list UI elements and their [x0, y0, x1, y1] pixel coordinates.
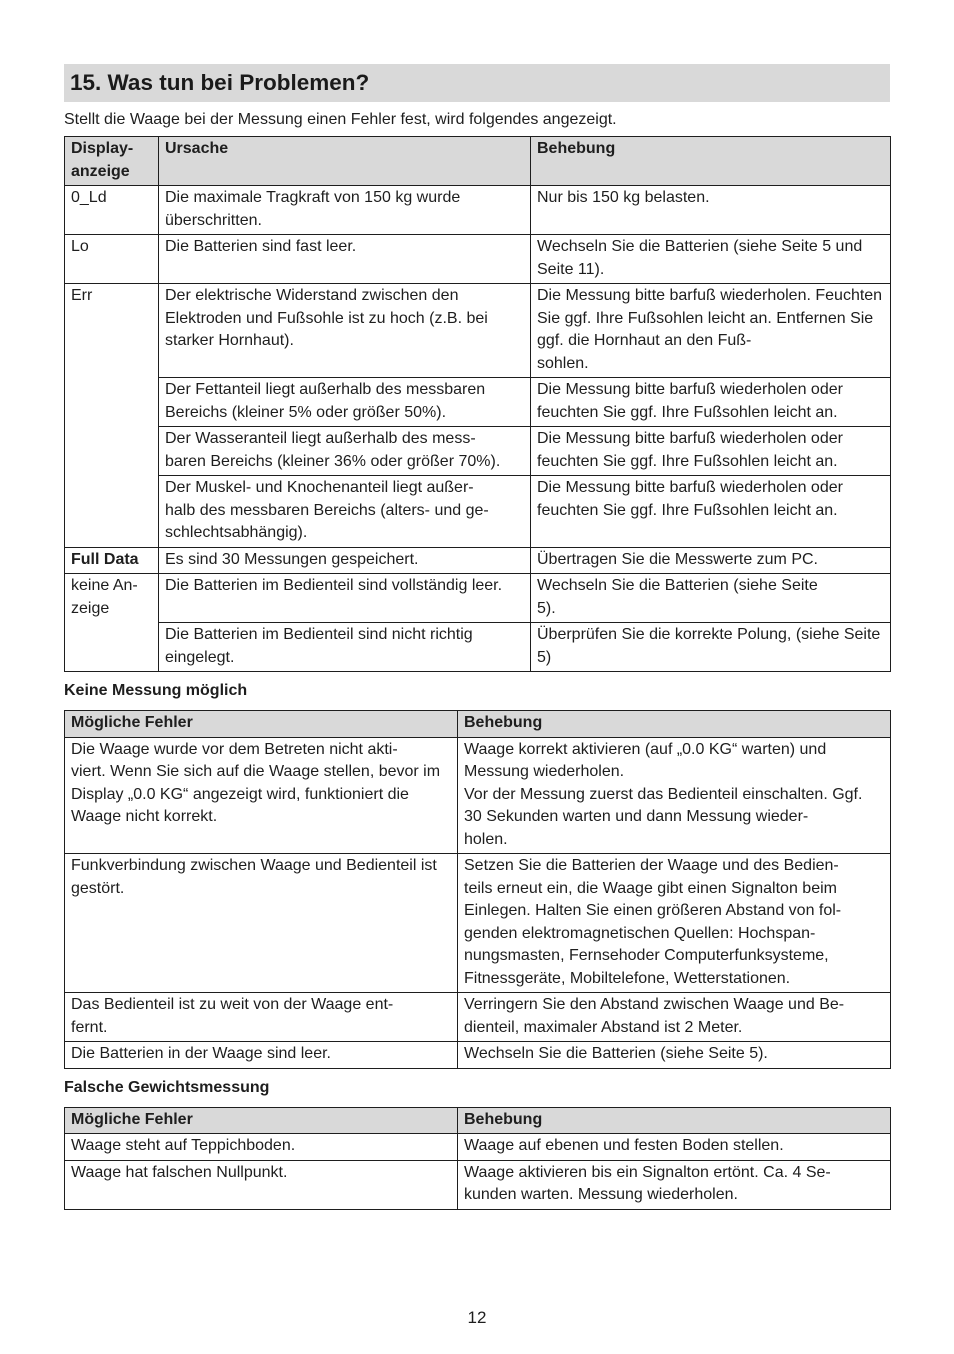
subheading-keine-messung: Keine Messung möglich — [64, 682, 248, 699]
behebung-cell: Waage aktivieren bis ein Signalton ertönt. Ca. 4 Se- kunden warten. Messung wiederholen. — [458, 1160, 891, 1209]
page-content — [64, 64, 890, 1210]
table-row — [65, 993, 891, 1042]
fehler-cell: Das Bedienteil ist zu weit von der Waage ent- fernt. — [65, 993, 458, 1042]
ursache-cell: Die Batterien sind fast leer. — [159, 235, 531, 284]
behebung-cell: Verringern Sie den Abstand zwischen Waage und Be- dienteil, maximaler Abstand ist 2 Meter. — [458, 993, 891, 1042]
behebung-cell: Wechseln Sie die Batterien (siehe Seite 5). — [531, 574, 891, 623]
header-behebung: Behebung — [458, 711, 891, 738]
display-error-table — [64, 136, 891, 672]
falsche-gewicht-table — [64, 1107, 891, 1210]
table-header-row — [65, 137, 891, 186]
table-row — [65, 1042, 891, 1069]
behebung-cell: Die Messung bitte barfuß wiederholen oder feuchten Sie ggf. Ihre Fußsohlen leicht an. — [531, 476, 891, 548]
fehler-cell: Die Batterien in der Waage sind leer. — [65, 1042, 458, 1069]
behebung-cell: Die Messung bitte barfuß wiederholen oder feuchten Sie ggf. Ihre Fußsohlen leicht an. — [531, 427, 891, 476]
display-code: Lo — [65, 235, 159, 284]
display-code: Err — [65, 284, 159, 548]
header-behebung: Behebung — [531, 137, 891, 186]
ursache-cell: Die Batterien im Bedienteil sind vollständig leer. — [159, 574, 531, 623]
table-row — [65, 1160, 891, 1209]
intro-text: Stellt die Waage bei der Messung einen Fehler fest, wird folgendes angezeigt. — [64, 111, 617, 128]
table-row — [65, 476, 891, 548]
ursache-cell: Der Fettanteil liegt außerhalb des messbaren Bereichs (kleiner 5% oder größer 50%). — [159, 378, 531, 427]
keine-messung-table — [64, 710, 891, 1069]
behebung-cell: Die Messung bitte barfuß wiederholen oder feuchten Sie ggf. Ihre Fußsohlen leicht an. — [531, 378, 891, 427]
fehler-cell: Funkverbindung zwischen Waage und Bedienteil ist gestört. — [65, 854, 458, 993]
table-row — [65, 854, 891, 993]
behebung-cell: Nur bis 150 kg belasten. — [531, 186, 891, 235]
behebung-cell: Wechseln Sie die Batterien (siehe Seite 5 und Seite 11). — [531, 235, 891, 284]
table-row — [65, 378, 891, 427]
table-row — [65, 427, 891, 476]
ursache-cell: Es sind 30 Messungen gespeichert. — [159, 547, 531, 574]
behebung-cell: Waage auf ebenen und festen Boden stellen. — [458, 1134, 891, 1161]
table-row — [65, 547, 891, 574]
behebung-cell: Waage korrekt aktivieren (auf „0.0 KG“ warten) und Messung wiederholen. Vor der Messung zuerst das Bedienteil einschalten. Ggf. 30 Sekunden warten und dann Messung wieder- holen. — [458, 737, 891, 854]
display-code: Full Data — [65, 547, 159, 574]
fehler-cell: Waage hat falschen Nullpunkt. — [65, 1160, 458, 1209]
header-ursache: Ursache — [159, 137, 531, 186]
header-behebung: Behebung — [458, 1107, 891, 1134]
table-row — [65, 186, 891, 235]
header-fehler: Mögliche Fehler — [65, 711, 458, 738]
table-header-row — [65, 1107, 891, 1134]
subheading-falsche-gewichtsmessung: Falsche Gewichtsmessung — [64, 1078, 270, 1096]
fehler-cell: Waage steht auf Teppichboden. — [65, 1134, 458, 1161]
display-code: 0_Ld — [65, 186, 159, 235]
header-display: Display- anzeige — [65, 137, 159, 186]
table-row — [65, 574, 891, 623]
table-row — [65, 235, 891, 284]
table-row — [65, 737, 891, 854]
ursache-cell: Der Muskel- und Knochenanteil liegt außer- halb des messbaren Bereichs (alters- und ge- schlechtsabhängig). — [159, 476, 531, 548]
ursache-cell: Der Wasseranteil liegt außerhalb des mess- baren Bereichs (kleiner 36% oder größer 70%). — [159, 427, 531, 476]
behebung-cell: Setzen Sie die Batterien der Waage und des Bedien- teils erneut ein, die Waage gibt einen Signalton beim Einlegen. Halten Sie einen größeren Abstand von fol- genden elektromagnetischen Quellen: Hochspan- nungsmasten, Fernsehoder Computerfunksysteme, Fitnessgeräte, Mobiltelefone, Wetterstationen. — [458, 854, 891, 993]
ursache-cell: Der elektrische Widerstand zwischen den Elektroden und Fußsohle ist zu hoch (z.B. bei starker Hornhaut). — [159, 284, 531, 378]
table-row — [65, 623, 891, 672]
behebung-cell: Überprüfen Sie die korrekte Polung, (siehe Seite 5) — [531, 623, 891, 672]
fehler-cell: Die Waage wurde vor dem Betreten nicht akti- viert. Wenn Sie sich auf die Waage stellen, bevor im Display „0.0 KG“ angezeigt wird, funktioniert die Waage nicht korrekt. — [65, 737, 458, 854]
behebung-cell: Wechseln Sie die Batterien (siehe Seite 5). — [458, 1042, 891, 1069]
table-row — [65, 1134, 891, 1161]
section-title: 15. Was tun bei Problemen? — [64, 64, 890, 102]
page-number: 12 — [467, 1308, 487, 1327]
table-header-row — [65, 711, 891, 738]
behebung-cell: Die Messung bitte barfuß wiederholen. Feuchten Sie ggf. Ihre Fußsohlen leicht an. Entfernen Sie ggf. die Hornhaut an den Fuß- sohlen. — [531, 284, 891, 378]
ursache-cell: Die maximale Tragkraft von 150 kg wurde überschritten. — [159, 186, 531, 235]
ursache-cell: Die Batterien im Bedienteil sind nicht richtig eingelegt. — [159, 623, 531, 672]
table-row — [65, 284, 891, 378]
header-fehler: Mögliche Fehler — [65, 1107, 458, 1134]
behebung-cell: Übertragen Sie die Messwerte zum PC. — [531, 547, 891, 574]
display-code: keine An- zeige — [65, 574, 159, 672]
